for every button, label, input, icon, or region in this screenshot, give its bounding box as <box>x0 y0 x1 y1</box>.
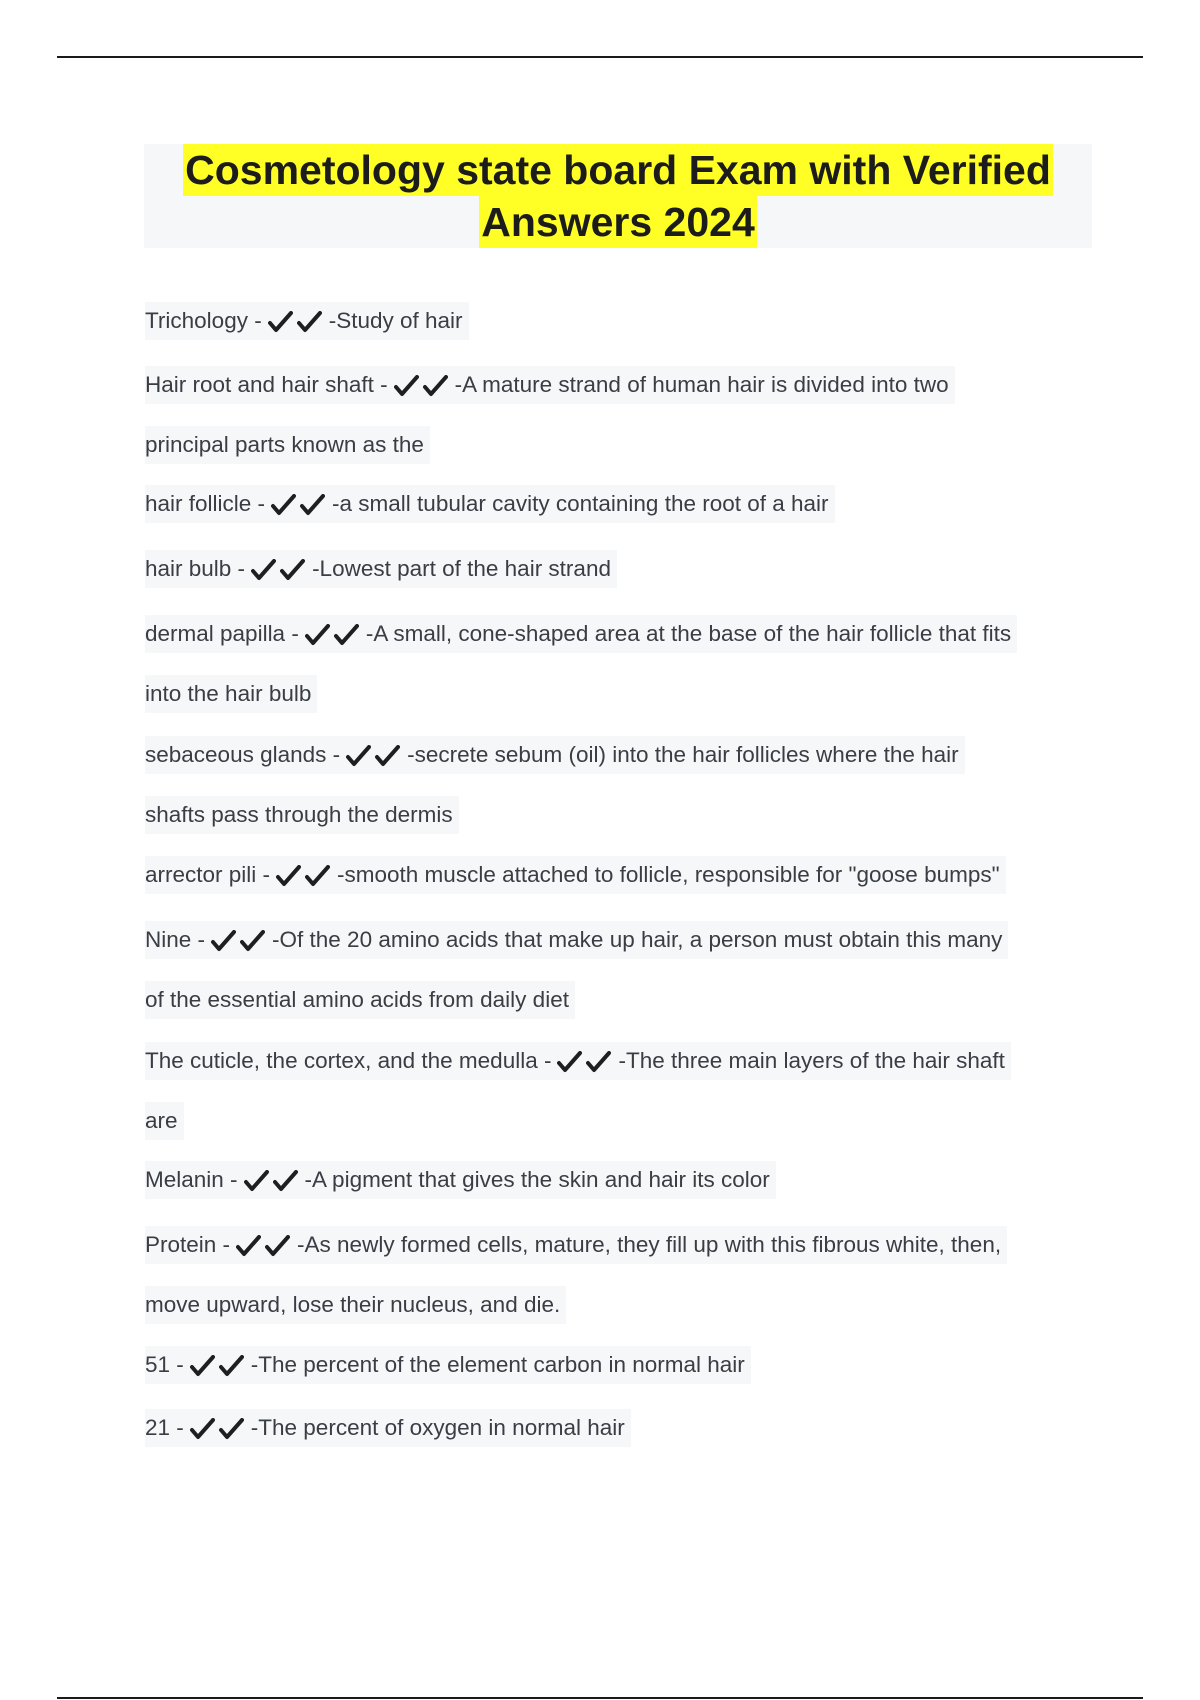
check-mark-icon <box>251 559 276 581</box>
entry-term: Trichology - <box>145 308 262 333</box>
entry-definition-continuation: principal parts known as the <box>145 426 430 464</box>
check-mark-icon <box>557 1051 582 1073</box>
title-block <box>144 144 1092 248</box>
check-mark-icon <box>423 375 448 397</box>
double-check-marks <box>271 490 329 528</box>
flashcard-entry <box>145 302 469 340</box>
flashcard-entry <box>145 1409 631 1447</box>
double-check-marks <box>346 741 404 779</box>
double-check-marks <box>268 307 326 345</box>
flashcard-entry <box>145 1346 751 1384</box>
entry-definition: -The percent of oxygen in normal hair <box>250 1415 625 1440</box>
double-check-marks <box>190 1414 248 1452</box>
check-mark-icon <box>236 1235 261 1257</box>
check-mark-icon <box>268 311 293 333</box>
flashcard-entry <box>145 856 1006 894</box>
flashcard-entry <box>145 615 1017 653</box>
check-mark-icon <box>586 1051 611 1073</box>
entry-definition: -Study of hair <box>328 308 463 333</box>
check-mark-icon <box>297 311 322 333</box>
entry-term: 21 - <box>145 1415 184 1440</box>
entry-definition: -The three main layers of the hair shaft <box>618 1048 1005 1073</box>
flashcard-entry <box>145 736 965 774</box>
document-title-line-1: Cosmetology state board Exam with Verified <box>183 144 1053 196</box>
flashcard-entry <box>145 485 835 523</box>
check-mark-icon <box>334 624 359 646</box>
double-check-marks <box>190 1351 248 1389</box>
check-mark-icon <box>219 1418 244 1440</box>
check-mark-icon <box>394 375 419 397</box>
flashcard-entry <box>145 1226 1007 1264</box>
entry-term: arrector pili - <box>145 862 271 887</box>
check-mark-icon <box>271 494 296 516</box>
double-check-marks <box>305 620 363 658</box>
check-mark-icon <box>346 745 371 767</box>
entry-definition: -The percent of the element carbon in normal hair <box>250 1352 745 1377</box>
check-mark-icon <box>276 865 301 887</box>
entry-term: 51 - <box>145 1352 184 1377</box>
check-mark-icon <box>265 1235 290 1257</box>
document-title-line-2: Answers 2024 <box>479 196 757 248</box>
entry-term: Nine - <box>145 927 206 952</box>
entry-definition: -smooth muscle attached to follicle, responsible for "goose bumps" <box>337 862 1000 887</box>
double-check-marks <box>276 861 334 899</box>
check-mark-icon <box>273 1170 298 1192</box>
entry-definition: -Lowest part of the hair strand <box>312 556 611 581</box>
flashcard-entry <box>145 366 955 404</box>
double-check-marks <box>394 371 452 409</box>
entry-definition: -a small tubular cavity containing the root of a hair <box>332 491 829 516</box>
entry-term: Hair root and hair shaft - <box>145 372 388 397</box>
entry-definition-continuation: of the essential amino acids from daily diet <box>145 981 575 1019</box>
double-check-marks <box>244 1166 302 1204</box>
flashcard-entry <box>145 1042 1011 1080</box>
check-mark-icon <box>244 1170 269 1192</box>
entry-definition-continuation: move upward, lose their nucleus, and die. <box>145 1286 566 1324</box>
entry-definition: -secrete sebum (oil) into the hair follicles where the hair <box>407 742 959 767</box>
entry-definition: -A mature strand of human hair is divided into two <box>454 372 949 397</box>
flashcard-entry <box>145 1161 776 1199</box>
entry-term: sebaceous glands - <box>145 742 341 767</box>
double-check-marks <box>251 555 309 593</box>
check-mark-icon <box>305 865 330 887</box>
check-mark-icon <box>300 494 325 516</box>
entry-definition: -A small, cone-shaped area at the base of the hair follicle that fits <box>365 621 1012 646</box>
check-mark-icon <box>211 930 236 952</box>
entry-definition-continuation: into the hair bulb <box>145 675 317 713</box>
check-mark-icon <box>305 624 330 646</box>
flashcard-entry <box>145 550 617 588</box>
double-check-marks <box>557 1047 615 1085</box>
entry-term: hair bulb - <box>145 556 246 581</box>
double-check-marks <box>211 926 269 964</box>
check-mark-icon <box>190 1355 215 1377</box>
check-mark-icon <box>219 1355 244 1377</box>
entry-term: The cuticle, the cortex, and the medulla - <box>145 1048 552 1073</box>
entry-term: dermal papilla - <box>145 621 299 646</box>
check-mark-icon <box>375 745 400 767</box>
top-rule <box>57 56 1143 58</box>
entry-term: Melanin - <box>145 1167 238 1192</box>
double-check-marks <box>236 1231 294 1269</box>
entry-term: Protein - <box>145 1232 231 1257</box>
check-mark-icon <box>280 559 305 581</box>
check-mark-icon <box>240 930 265 952</box>
entry-definition: -As newly formed cells, mature, they fill up with this fibrous white, then, <box>297 1232 1002 1257</box>
check-mark-icon <box>190 1418 215 1440</box>
entry-definition-continuation: shafts pass through the dermis <box>145 796 459 834</box>
entry-definition: -Of the 20 amino acids that make up hair, a person must obtain this many <box>272 927 1003 952</box>
entry-term: hair follicle - <box>145 491 266 516</box>
bottom-rule <box>57 1697 1143 1699</box>
flashcard-entry <box>145 921 1008 959</box>
entry-definition-continuation: are <box>145 1102 184 1140</box>
entry-definition: -A pigment that gives the skin and hair its color <box>304 1167 770 1192</box>
